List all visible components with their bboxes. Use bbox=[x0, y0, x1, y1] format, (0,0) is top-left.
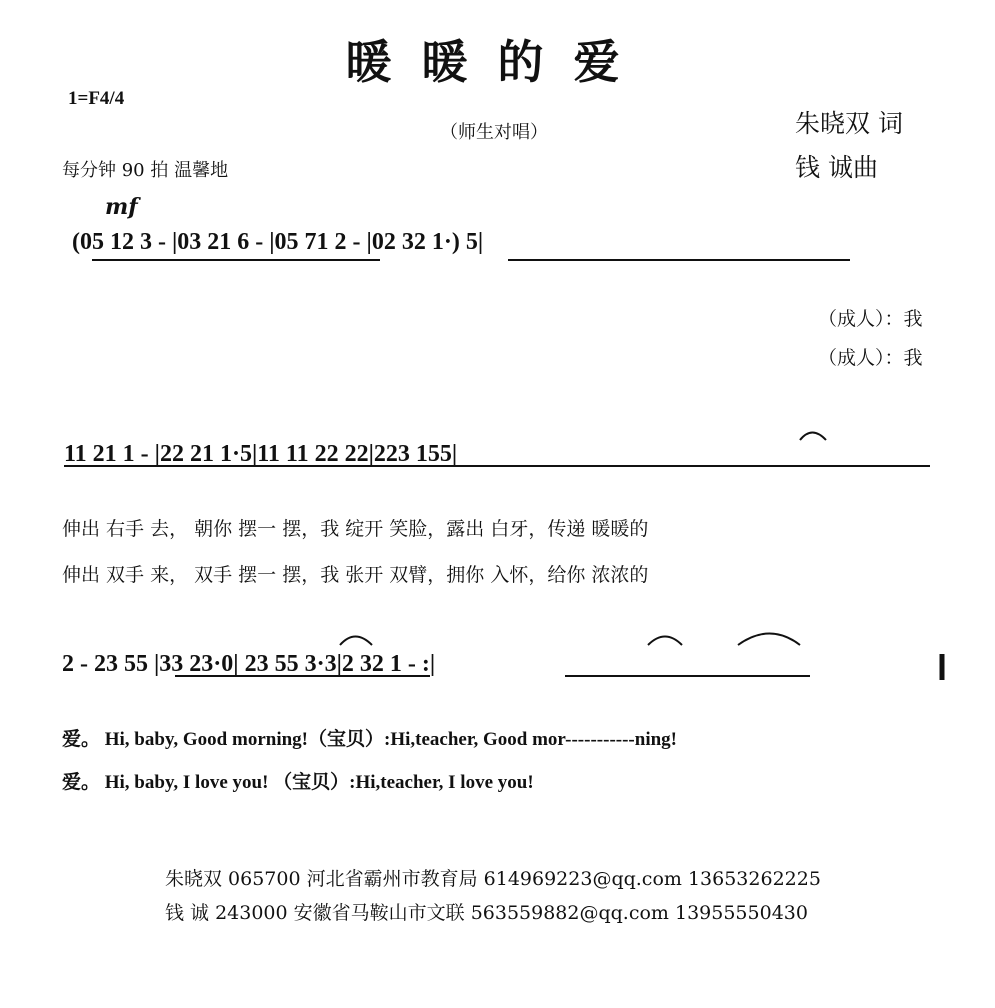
score-line-3: 2 - 23 55 |33 23·0| 23 55 3·3|2 32 1 - :| bbox=[62, 651, 436, 677]
key-signature: 1=F4/4 bbox=[68, 88, 125, 109]
song-title: 暖暖的爱 bbox=[345, 35, 650, 89]
slur-mark-4 bbox=[738, 634, 800, 646]
lyrics-line-3a: 爱。 Hi, baby, Good morning!（宝贝）:Hi,teacher, Good mor-----------ning! bbox=[62, 729, 677, 750]
tempo-marking: 每分钟 90 拍 温馨地 bbox=[62, 160, 229, 181]
lyrics-line-2a: 伸出 右手 去， 朝你 摆一 摆，我 绽开 笑脸，露出 白牙，传递 暖暖的 bbox=[62, 518, 649, 540]
lyricist-credit: 朱晓双 词 bbox=[795, 109, 903, 138]
contact-line-2: 钱 诚 243000 安徽省马鞍山市文联 563559882@qq.com 13955550430 bbox=[165, 902, 808, 924]
lyrics-line-2b: 伸出 双手 来， 双手 摆一 摆，我 张开 双臂，拥你 入怀，给你 浓浓的 bbox=[62, 564, 649, 586]
lyrics-line-3b: 爱。 Hi, baby, I love you! （宝贝）:Hi,teacher, I love you! bbox=[62, 772, 534, 793]
score-line-1: (05 12 3 - |03 21 6 - |05 71 2 - |02 32 1·) 5| bbox=[72, 229, 484, 255]
dynamic-marking: mf bbox=[105, 194, 138, 220]
subtitle: （师生对唱） bbox=[440, 122, 548, 143]
slur-mark-1 bbox=[800, 433, 826, 441]
contact-line-1: 朱晓双 065700 河北省霸州市教育局 614969223@qq.com 13653262225 bbox=[165, 868, 821, 890]
role-label-2: （成人）：我 bbox=[818, 347, 923, 369]
composer-credit: 钱 诚曲 bbox=[795, 153, 878, 182]
score-line-2: 11 21 1 - |22 21 1·5|11 11 22 22|223 155| bbox=[64, 441, 458, 467]
slur-mark-3 bbox=[648, 637, 682, 646]
slur-mark-2 bbox=[340, 637, 372, 646]
role-label-1: （成人）：我 bbox=[818, 308, 923, 330]
